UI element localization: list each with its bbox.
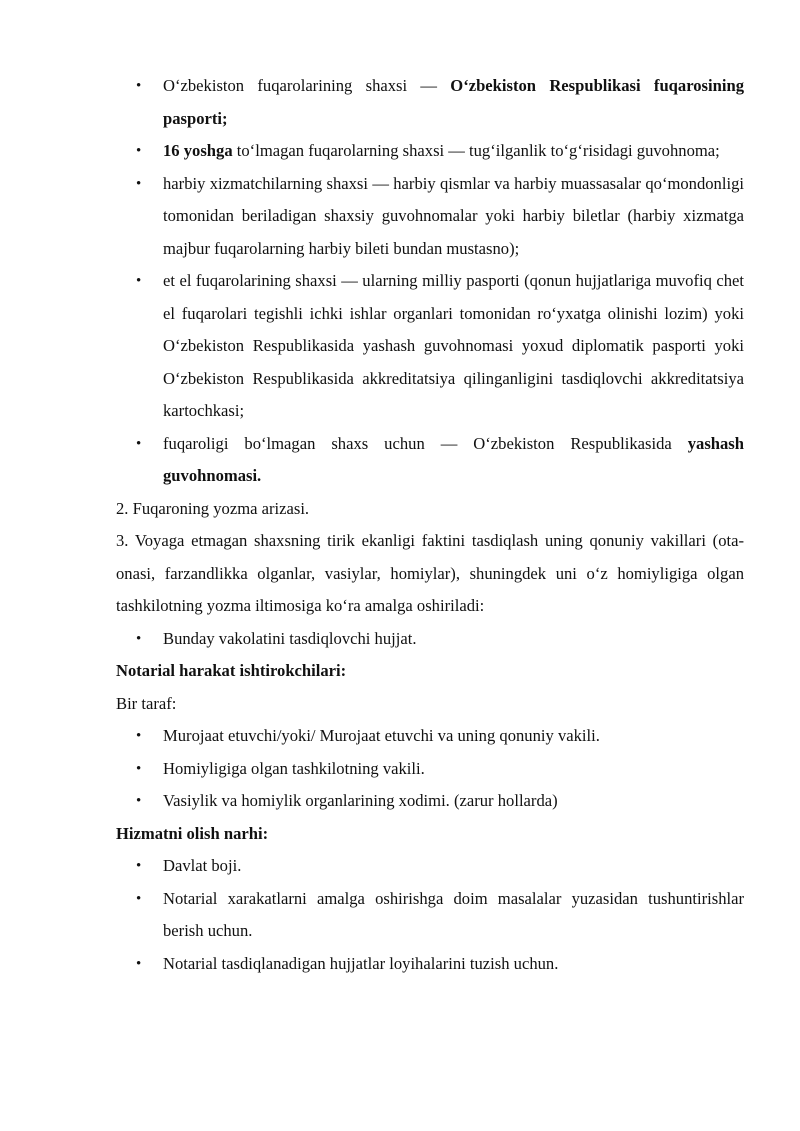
numbered-item-3: 3. Voyaga etmagan shaxsning tirik ekanligi faktini tasdiqlash uning qonuniy vakillari (ota-onasi, farzandlikka olganlar, vasiylar, homiylar), shuningdek uni o‘z homiyligiga olgan tashkilotning yozma iltimosiga ko‘ra amalga oshiriladi: <box>116 531 744 615</box>
participants-heading: Notarial harakat ishtirokchilari: <box>116 661 347 680</box>
authority-document-list <box>116 623 744 656</box>
list-item-birth-certificate: • 16 yoshga to‘lmagan fuqarolarning shaxsi — tug‘ilganlik to‘g‘risidagi guvohnoma; <box>163 135 744 168</box>
price-list <box>116 850 744 980</box>
price-heading: Hizmatni olish narhi: <box>116 823 269 843</box>
list-item-citizen-passport: • O‘zbekiston fuqarolarining shaxsi — O‘zbekiston Respublikasi fuqarosining pasporti; <box>163 70 744 135</box>
list-item-foreign-passport: • et el fuqarolarining shaxsi — ularning milliy pasporti (qonun hujjatlariga muvofiq chet el fuqarolari tegishli ichki ishlar organlari tomonidan ro‘yxatga olinishi lozim) yoki O‘zbekiston Respublikasida yashash guvohnomasi yoxud diplomatik pasporti yoki O‘zbekiston Respublikasida akkreditatsiya qilinganligini tasdiqlovchi akkreditatsiya kartochkasi; <box>163 265 744 428</box>
list-item: • Notarial xarakatlarni amalga oshirishga doim masalalar yuzasidan tushuntirishlar berish uchun. <box>163 883 744 948</box>
list-item: • Homiyligiga olgan tashkilotning vakili. <box>163 753 744 786</box>
list-item: • Vasiylik va homiylik organlarining xodimi. (zarur hollarda) <box>163 785 744 818</box>
list-item: • Notarial tasdiqlanadigan hujjatlar loyihalarini tuzish uchun. <box>163 948 744 981</box>
list-item-residence-permit: • fuqaroligi bo‘lmagan shaxs uchun — O‘zbekiston Respublikasida yashash guvohnomasi. <box>163 428 744 493</box>
participants-list <box>116 720 744 818</box>
id-documents-list <box>116 70 744 493</box>
list-item: • Bunday vakolatini tasdiqlovchi hujjat. <box>163 623 744 656</box>
list-item: • Murojaat etuvchi/yoki/ Murojaat etuvchi va uning qonuniy vakili. <box>163 720 744 753</box>
numbered-item-2: 2. Fuqaroning yozma arizasi. <box>116 498 310 518</box>
list-item: • Davlat boji. <box>163 850 744 883</box>
participants-side: Bir taraf: <box>116 693 177 713</box>
list-item-military-id: • harbiy xizmatchilarning shaxsi — harbiy qismlar va harbiy muassasalar qo‘mondonligi tomonidan beriladigan shaxsiy guvohnomalar yoki harbiy biletlar (harbiy xizmatga majbur fuqarolarning harbiy bileti bundan mustasno); <box>163 168 744 266</box>
document-page <box>116 70 744 980</box>
